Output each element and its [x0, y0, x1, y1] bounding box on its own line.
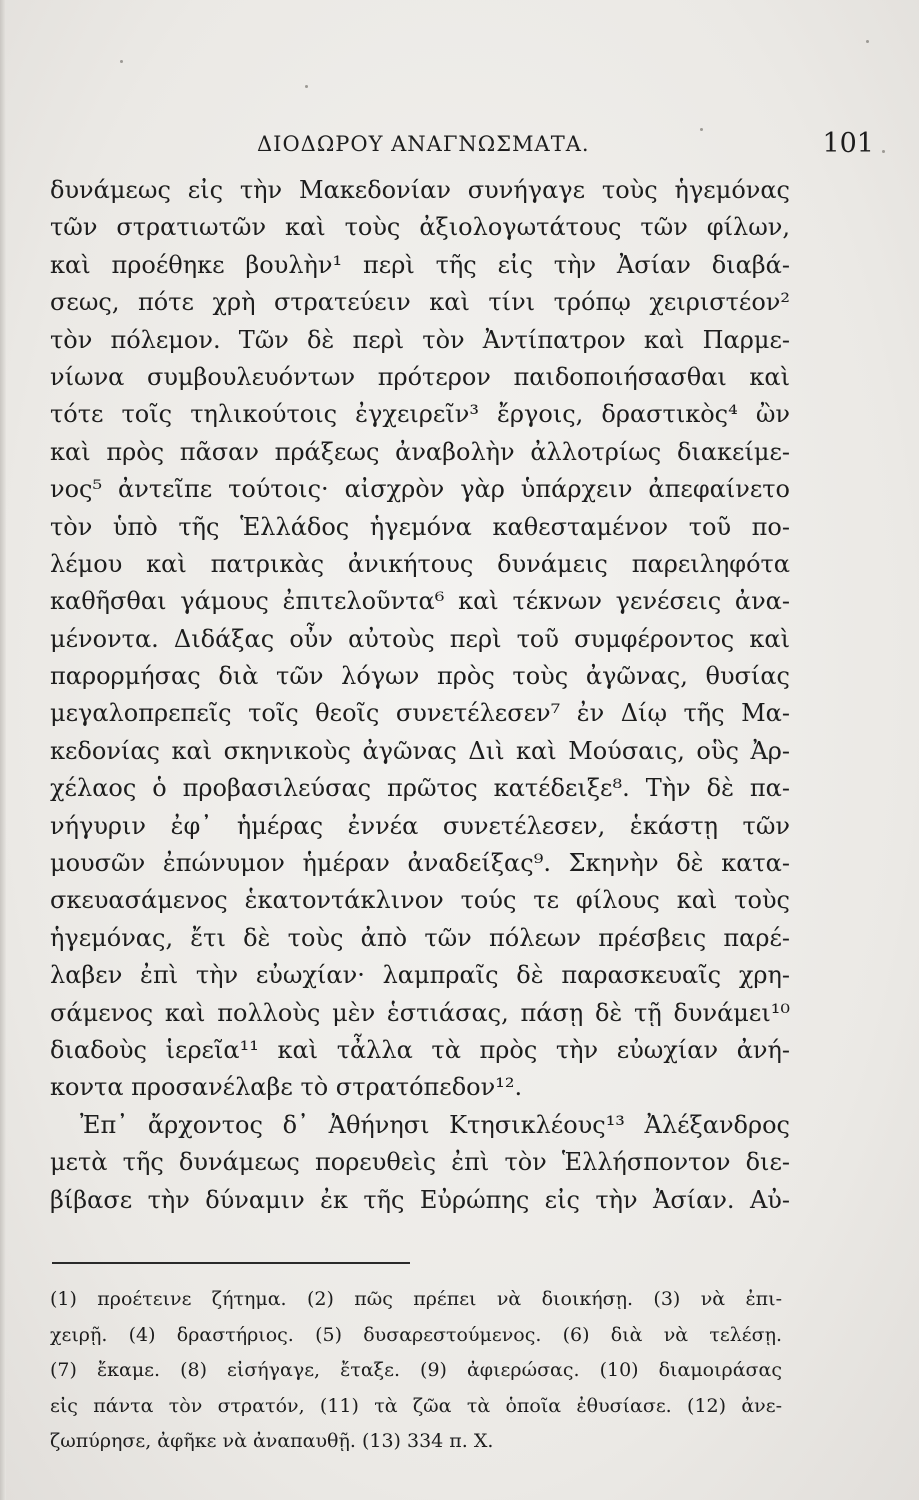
- footnote-divider: [52, 1262, 410, 1264]
- text-line: τὸν πόλεμον. Τῶν δὲ περὶ τὸν Ἀντίπατρον καὶ Παρμε-: [50, 325, 790, 354]
- text-line: καθῆσθαι γάμους ἐπιτελοῦντα⁶ καὶ τέκνων γενέσεις ἀνα-: [50, 587, 790, 616]
- text-line: μεγαλοπρεπεῖς τοῖς θεοῖς συνετέλεσεν⁷ ἐν Δίῳ τῆς Μα-: [50, 699, 790, 728]
- paper-speck: [866, 40, 869, 43]
- text-line: δυνάμεως εἰς τὴν Μακεδονίαν συνήγαγε τοὺς ἡγεμόνας: [50, 176, 790, 204]
- text-line: τῶν στρατιωτῶν καὶ τοὺς ἀξιολογωτάτους τῶν φίλων,: [50, 213, 790, 242]
- running-title: ΔΙΟΔΩΡΟΥ ΑΝΑΓΝΩΣΜΑΤΑ.: [257, 132, 590, 156]
- footnotes: [50, 1282, 782, 1460]
- text-line: μουσῶν ἐπώνυμον ἡμέραν ἀναδείξας⁹. Σκηνὴν δὲ κατα-: [50, 849, 790, 878]
- text-line: κοντα προσανέλαβε τὸ στρατόπεδον¹².: [50, 1073, 523, 1102]
- main-text: [50, 172, 790, 1219]
- text-line: λαβεν ἐπὶ τὴν εὐωχίαν· λαμπραῖς δὲ παρασκευαῖς χρη-: [50, 961, 790, 990]
- footnote-line: ζωπύρησε, ἀφῆκε νὰ ἀναπαυθῇ. (13) 334 π. Χ.: [50, 1430, 494, 1452]
- text-line: νίωνα συμβουλευόντων πρότερον παιδοποιήσασθαι καὶ: [50, 362, 790, 391]
- text-line: σεως, πότε χρὴ στρατεύειν καὶ τίνι τρόπῳ χειριστέον²: [50, 288, 790, 317]
- footnote-line: εἰς πάντα τὸν στρατόν, (11) τὰ ζῶα τὰ ὁποῖα ἐθυσίασε. (12) ἀνε-: [50, 1394, 782, 1417]
- paragraph-start-line: Ἐπ᾿ ἄρχοντος δ᾿ Ἀθήνησι Κτησικλέους¹³ Ἀλέξανδρος: [80, 1110, 790, 1139]
- text-line: καὶ προέθηκε βουλὴν¹ περὶ τῆς εἰς τὴν Ἀσίαν διαβά-: [50, 250, 790, 279]
- text-line: καὶ πρὸς πᾶσαν πράξεως ἀναβολὴν ἀλλοτρίως διακείμε-: [50, 437, 790, 466]
- text-line: λέμου καὶ πατρικὰς ἀνικήτους δυνάμεις παρειληφότα: [50, 549, 790, 578]
- text-line: χέλαος ὁ προβασιλεύσας πρῶτος κατέδειξε⁸. Τὴν δὲ πα-: [50, 774, 790, 803]
- text-line: μετὰ τῆς δυνάμεως πορευθεὶς ἐπὶ τὸν Ἑλλήσποντον διε-: [50, 1148, 790, 1177]
- text-line: βίβασε τὴν δύναμιν ἐκ τῆς Εὐρώπης εἰς τὴν Ἀσίαν. Αὐ-: [50, 1185, 790, 1214]
- text-line: σάμενος καὶ πολλοὺς μὲν ἑστιάσας, πάσῃ δὲ τῇ δυνάμει¹⁰: [50, 998, 790, 1027]
- text-line: τότε τοῖς τηλικούτοις ἐγχειρεῖν³ ἔργοις, δραστικὸς⁴ ὢν: [50, 400, 790, 429]
- text-line: σκευασάμενος ἑκατοντάκλινον τούς τε φίλους καὶ τοὺς: [50, 886, 790, 915]
- text-line: παρορμήσας διὰ τῶν λόγων πρὸς τοὺς ἀγῶνας, θυσίας: [50, 662, 790, 691]
- text-line: διαδοὺς ἱερεῖα¹¹ καὶ τἆλλα τὰ πρὸς τὴν εὐωχίαν ἀνή-: [50, 1035, 790, 1064]
- text-line: ἡγεμόνας, ἔτι δὲ τοὺς ἀπὸ τῶν πόλεων πρέσβεις παρέ-: [50, 923, 790, 952]
- text-line: νήγυριν ἐφ᾿ ἡμέρας ἐννέα συνετέλεσεν, ἑκάστῃ τῶν: [50, 811, 790, 840]
- paper-speck: [305, 85, 308, 88]
- page-binding-edge: [0, 0, 6, 1500]
- page-number: 101: [822, 128, 874, 159]
- paper-speck: [700, 128, 703, 131]
- paper-speck: [120, 60, 123, 63]
- page-header: [40, 128, 880, 168]
- text-line: τὸν ὑπὸ τῆς Ἑλλάδος ἡγεμόνα καθεσταμένον τοῦ πο-: [50, 512, 790, 541]
- footnote-line: (7) ἔκαμε. (8) εἰσήγαγε, ἔταξε. (9) ἀφιερώσας. (10) διαμοιράσας: [50, 1359, 782, 1381]
- footnote-line: (1) προέτεινε ζήτημα. (2) πῶς πρέπει νὰ διοικήσῃ. (3) νὰ ἐπι-: [50, 1288, 782, 1310]
- footnote-line: χειρῇ. (4) δραστήριος. (5) δυσαρεστούμενος. (6) διὰ νὰ τελέσῃ.: [50, 1323, 782, 1346]
- paper-speck: [882, 150, 885, 153]
- text-line: νος⁵ ἀντεῖπε τούτοις· αἰσχρὸν γὰρ ὑπάρχειν ἀπεφαίνετο: [50, 475, 790, 504]
- text-line: κεδονίας καὶ σκηνικοὺς ἀγῶνας Διὶ καὶ Μούσαις, οὓς Ἀρ-: [50, 736, 790, 765]
- text-line: μένοντα. Διδάξας οὖν αὐτοὺς περὶ τοῦ συμφέροντος καὶ: [50, 624, 790, 653]
